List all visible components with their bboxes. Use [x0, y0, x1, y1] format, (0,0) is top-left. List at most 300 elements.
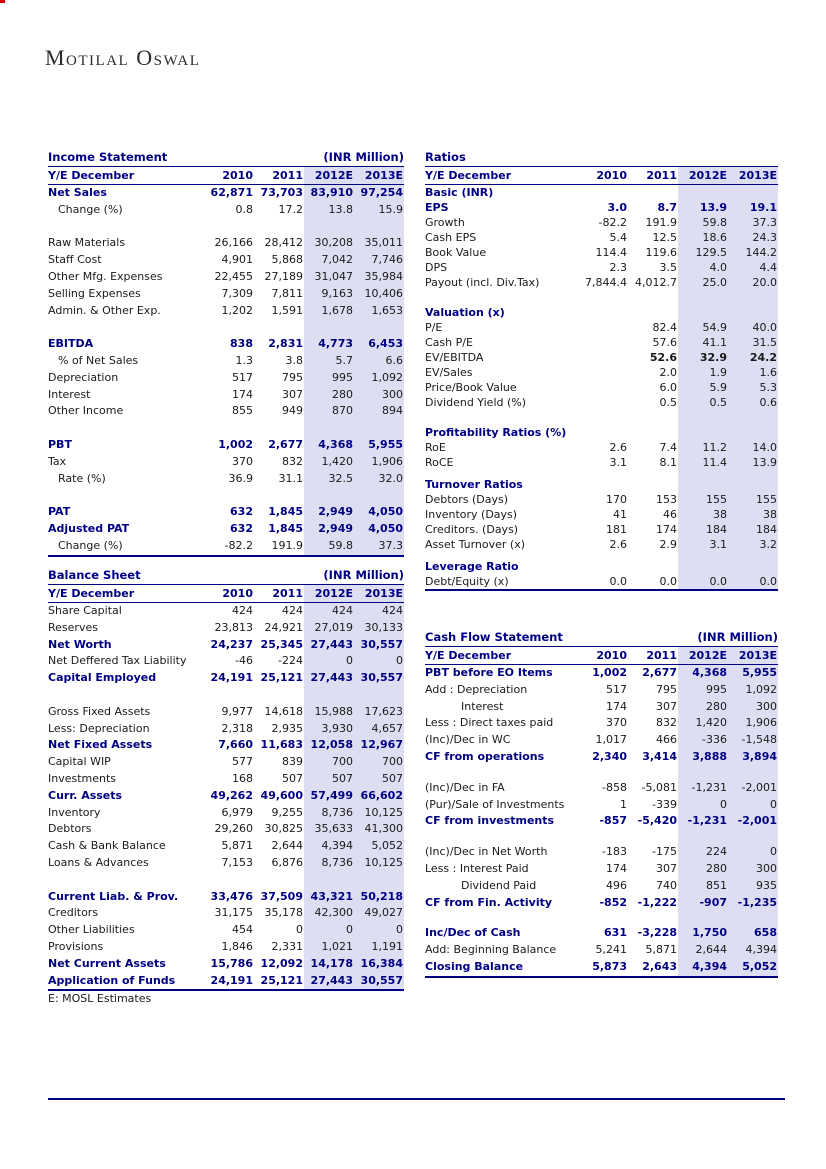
cell-value: 2,644 — [271, 839, 303, 853]
table-row — [425, 942, 778, 959]
column-header: 2011 — [646, 649, 677, 662]
table-row — [48, 336, 404, 353]
cell-value: 6,453 — [354, 336, 404, 353]
row-label: Net Worth — [48, 637, 112, 651]
cell-value: 6.0 — [659, 381, 677, 394]
cell-value — [254, 420, 304, 437]
cell-value: 870 — [304, 403, 354, 420]
spacer-row — [48, 420, 404, 437]
row-label: Net Sales — [48, 186, 107, 199]
cell-value: -336 — [678, 732, 728, 749]
cell-value — [678, 305, 728, 320]
cell-value — [628, 425, 678, 440]
cell-value — [578, 559, 628, 574]
row-label: Curr. Assets — [48, 788, 123, 802]
cell-value: 5,052 — [354, 838, 404, 855]
cell-value: 1,420 — [678, 715, 728, 732]
cell-value: 12.5 — [652, 231, 677, 244]
table-row — [425, 665, 778, 682]
cell-value: 700 — [354, 754, 404, 771]
cell-value: 82.4 — [652, 321, 677, 334]
cell-value: 4,050 — [354, 504, 404, 521]
row-label: Provisions — [48, 939, 104, 953]
cell-value: 30,557 — [354, 670, 404, 687]
table-row — [425, 925, 778, 942]
row-label: RoE — [425, 441, 446, 454]
row-label: Rate (%) — [58, 471, 106, 485]
cell-value — [204, 872, 254, 889]
cell-value: 3.8 — [285, 353, 303, 367]
cell-value: 144.2 — [728, 245, 778, 260]
cell-value: 15,988 — [304, 704, 354, 721]
cell-value — [678, 766, 728, 780]
row-label: (Inc)/Dec in FA — [425, 780, 505, 794]
row-label: Interest — [48, 387, 91, 401]
column-header: 2011 — [646, 169, 677, 182]
row-label: PBT before EO Items — [425, 666, 553, 679]
cell-value — [578, 350, 628, 365]
cell-value: 59.8 — [304, 538, 354, 555]
row-label: Turnover Ratios — [425, 478, 523, 491]
income-statement-table — [48, 148, 404, 557]
cell-value: 507 — [282, 771, 303, 785]
cell-value: 50,218 — [354, 889, 404, 906]
cell-value — [678, 559, 728, 574]
cell-value: -3,228 — [637, 926, 677, 940]
cell-value: 9,163 — [304, 286, 354, 303]
table-title: Balance Sheet — [48, 568, 141, 582]
cell-value — [254, 219, 304, 236]
cell-value: 27,189 — [264, 269, 303, 283]
cell-value: 49,027 — [354, 905, 404, 922]
cell-value: 2,949 — [304, 521, 354, 538]
row-label: Cash EPS — [425, 231, 477, 244]
cell-value: 66,602 — [354, 788, 404, 805]
cell-value: 4,394 — [728, 942, 778, 959]
cell-value — [578, 185, 628, 200]
row-label: PBT — [48, 437, 72, 451]
row-label — [48, 872, 204, 889]
table-row — [48, 855, 404, 872]
cell-value: 3,888 — [678, 749, 728, 766]
cell-value: 184 — [728, 522, 778, 537]
cell-value: -1,235 — [728, 895, 778, 912]
cell-value — [628, 911, 678, 925]
footer-divider — [48, 1098, 785, 1100]
cell-value — [578, 305, 628, 320]
row-label: Less : Interest Paid — [425, 861, 529, 875]
cell-value: 1,420 — [304, 454, 354, 471]
cell-value: 174 — [606, 699, 627, 713]
row-label: Raw Materials — [48, 236, 126, 250]
cell-value: 38 — [728, 507, 778, 522]
cell-value — [578, 290, 628, 305]
row-label: EBITDA — [48, 337, 94, 351]
table-row — [425, 780, 778, 797]
spacer-row — [425, 410, 778, 425]
row-label: Inc/Dec of Cash — [425, 926, 521, 940]
row-label: Capital WIP — [48, 755, 111, 769]
row-label: (Pur)/Sale of Investments — [425, 797, 565, 811]
table-title-row — [425, 148, 778, 167]
year-header-label: Y/E December — [48, 587, 135, 600]
cell-value: 36.9 — [228, 471, 253, 485]
column-header: 2013E — [354, 167, 404, 184]
cell-value: 3,894 — [728, 749, 778, 766]
cell-value: 3.1 — [678, 537, 728, 552]
table-row — [425, 574, 778, 589]
cell-value: 4,368 — [678, 665, 728, 682]
cell-value: 22,455 — [214, 269, 253, 283]
cell-value: -175 — [652, 845, 677, 859]
cell-value: 5,241 — [595, 943, 627, 957]
cell-value: 174 — [656, 523, 677, 536]
cell-value: 83,910 — [304, 185, 354, 202]
table-header-row — [425, 647, 778, 665]
year-header-label: Y/E December — [48, 169, 135, 182]
column-header: 2012E — [304, 167, 354, 184]
cell-value: 0.6 — [728, 395, 778, 410]
table-row — [48, 670, 404, 687]
cell-value: 2,949 — [304, 504, 354, 521]
spacer-row — [425, 470, 778, 477]
cell-value: 2,331 — [271, 939, 303, 953]
cell-value: 8,736 — [304, 805, 354, 822]
cell-value — [354, 872, 404, 889]
cell-value: 7,844.4 — [585, 276, 627, 289]
cell-value: 280 — [304, 387, 354, 404]
brand-logo: Motilal Oswal — [45, 45, 201, 70]
row-label — [48, 319, 204, 336]
table-unit: (INR Million) — [697, 630, 778, 644]
row-label: Staff Cost — [48, 253, 102, 267]
cell-value: 5.4 — [609, 231, 627, 244]
table-row — [48, 538, 404, 555]
cell-value: 507 — [354, 771, 404, 788]
column-header: 2011 — [272, 587, 303, 600]
cell-value: 3.0 — [607, 201, 627, 214]
cell-value: 33,476 — [210, 889, 253, 903]
cell-value: 5,871 — [221, 839, 253, 853]
cell-value: -2,001 — [728, 813, 778, 830]
table-row — [425, 230, 778, 245]
row-label: Less: Depreciation — [48, 721, 150, 735]
cell-value: 41.1 — [678, 335, 728, 350]
row-label — [48, 420, 204, 437]
cell-value: 0 — [728, 844, 778, 861]
cell-value — [254, 487, 304, 504]
table-row — [48, 387, 404, 404]
red-corner-mark — [0, 0, 5, 3]
row-label: Growth — [425, 216, 465, 229]
cell-value: 1,092 — [354, 370, 404, 387]
cell-value — [678, 290, 728, 305]
row-label: Selling Expenses — [48, 286, 141, 300]
cell-value: 424 — [282, 604, 303, 617]
row-label: Debtors — [48, 822, 92, 836]
cell-value — [254, 872, 304, 889]
table-row — [425, 715, 778, 732]
row-label: Cash P/E — [425, 336, 473, 349]
row-label: Creditors. (Days) — [425, 523, 519, 536]
cell-value: 838 — [230, 337, 253, 351]
cell-value — [354, 487, 404, 504]
cell-value: 935 — [728, 878, 778, 895]
cell-value: 1,591 — [271, 303, 303, 317]
table-row — [425, 350, 778, 365]
table-title-row — [48, 566, 404, 585]
cell-value: 4,657 — [354, 721, 404, 738]
cell-value — [304, 319, 354, 336]
cell-value: 26,166 — [214, 236, 253, 250]
cell-value: 170 — [606, 493, 627, 506]
cell-value: -46 — [235, 654, 253, 668]
cell-value: 7,660 — [218, 738, 253, 752]
cell-value — [204, 687, 254, 704]
cell-value: 3,414 — [642, 749, 677, 763]
row-label: % of Net Sales — [58, 353, 139, 367]
table-row — [425, 440, 778, 455]
cell-value: 1,678 — [304, 303, 354, 320]
table-row — [48, 403, 404, 420]
table-row — [48, 704, 404, 721]
cell-value — [628, 830, 678, 844]
cell-value: 174 — [232, 387, 253, 401]
table-row — [48, 370, 404, 387]
cell-value — [728, 425, 778, 440]
cell-value: -1,231 — [678, 813, 728, 830]
row-label: RoCE — [425, 456, 454, 469]
row-label: Asset Turnover (x) — [425, 538, 526, 551]
cell-value: 454 — [232, 923, 253, 937]
table-row — [48, 269, 404, 286]
cell-value: 38 — [678, 507, 728, 522]
cell-value: -2,001 — [728, 780, 778, 797]
cell-value: 0 — [678, 797, 728, 814]
cell-value: -5,081 — [641, 780, 677, 794]
table-row — [425, 682, 778, 699]
cell-value: 32.9 — [678, 350, 728, 365]
cell-value: 2.6 — [609, 538, 627, 551]
cell-value: 1,845 — [268, 521, 303, 535]
row-label: Cash & Bank Balance — [48, 839, 166, 853]
table-row — [425, 522, 778, 537]
table-title-row — [48, 148, 404, 167]
cell-value: 7,746 — [354, 252, 404, 269]
cell-value: -1,231 — [678, 780, 728, 797]
cell-value: 8.1 — [659, 456, 677, 469]
table-row — [48, 252, 404, 269]
cell-value: 13.8 — [304, 202, 354, 219]
cell-value: 57.6 — [652, 336, 677, 349]
cell-value: 300 — [728, 699, 778, 716]
cell-value: 35,178 — [264, 906, 303, 920]
cell-value: 11.4 — [678, 455, 728, 470]
cell-value: 8,736 — [304, 855, 354, 872]
cell-value: 0.5 — [659, 396, 677, 409]
cell-value: 28,412 — [264, 236, 303, 250]
cell-value: 1,092 — [728, 682, 778, 699]
cell-value: 24,921 — [264, 620, 303, 634]
cell-value: 6,876 — [271, 855, 303, 869]
cell-value: 995 — [678, 682, 728, 699]
table-row — [48, 771, 404, 788]
table-row — [425, 260, 778, 275]
cell-value: 1,845 — [268, 505, 303, 519]
cell-value: -1,222 — [637, 895, 677, 909]
cell-value: 25,345 — [260, 637, 303, 651]
cell-value: 18.6 — [678, 230, 728, 245]
column-header: 2013E — [728, 167, 778, 184]
cell-value: 11.2 — [678, 440, 728, 455]
cell-value — [304, 687, 354, 704]
cell-value: 114.4 — [595, 246, 627, 259]
cell-value: 280 — [678, 699, 728, 716]
cell-value: 10,406 — [354, 286, 404, 303]
cell-value: 10,125 — [354, 805, 404, 822]
row-label — [425, 410, 578, 425]
table-row — [48, 788, 404, 805]
cell-value: 300 — [728, 861, 778, 878]
table-row — [425, 245, 778, 260]
cell-value: 1.3 — [235, 353, 253, 367]
cell-value: 855 — [232, 404, 253, 418]
cell-value — [628, 552, 678, 559]
cell-value: -82.2 — [598, 216, 627, 229]
cell-value: 4,901 — [221, 253, 253, 267]
column-header: 2010 — [596, 169, 627, 182]
cell-value: 5,955 — [354, 437, 404, 454]
row-label: Price/Book Value — [425, 381, 517, 394]
cell-value: 12,967 — [354, 737, 404, 754]
table-row — [48, 922, 404, 939]
cell-value: 517 — [232, 370, 253, 384]
row-label: Profitability Ratios (%) — [425, 426, 567, 439]
cell-value: 40.0 — [728, 320, 778, 335]
table-row — [48, 504, 404, 521]
row-label — [425, 552, 578, 559]
cell-value: 31,047 — [304, 269, 354, 286]
table-unit: (INR Million) — [323, 568, 404, 582]
table-row — [48, 353, 404, 370]
cell-value: 181 — [606, 523, 627, 536]
cell-value: 10,125 — [354, 855, 404, 872]
cell-value: 1.6 — [728, 365, 778, 380]
cell-value: 5,052 — [728, 959, 778, 976]
row-label: Gross Fixed Assets — [48, 704, 151, 718]
cell-value — [728, 410, 778, 425]
cell-value — [728, 470, 778, 477]
cell-value: 1 — [620, 797, 627, 811]
table-row — [48, 620, 404, 637]
cell-value: 4,394 — [304, 838, 354, 855]
cell-value: 15.9 — [354, 202, 404, 219]
cell-value: 7,153 — [221, 855, 253, 869]
cell-value: 370 — [232, 454, 253, 468]
cell-value: 14,178 — [304, 956, 354, 973]
cell-value: 5,871 — [645, 943, 677, 957]
table-row — [425, 797, 778, 814]
cell-value: 29,260 — [214, 822, 253, 836]
cell-value: 191.9 — [645, 216, 677, 229]
table-row — [425, 320, 778, 335]
row-label: Debtors (Days) — [425, 493, 509, 506]
row-label: Inventory (Days) — [425, 508, 518, 521]
cell-value: 25,121 — [260, 973, 303, 987]
cell-value: 851 — [678, 878, 728, 895]
cell-value: 5.7 — [304, 353, 354, 370]
table-row — [425, 492, 778, 507]
cell-value: 31.5 — [728, 335, 778, 350]
table-row — [425, 507, 778, 522]
cell-value: 27,443 — [304, 637, 354, 654]
cell-value — [628, 305, 678, 320]
cell-value: -1,548 — [728, 732, 778, 749]
cell-value: 191.9 — [271, 538, 303, 552]
cell-value: 7,811 — [271, 286, 303, 300]
cell-value: 3,930 — [304, 721, 354, 738]
cell-value: 2,644 — [678, 942, 728, 959]
cell-value — [254, 319, 304, 336]
cell-value — [628, 185, 678, 200]
row-label: Share Capital — [48, 604, 122, 617]
table-title: Income Statement — [48, 150, 168, 164]
cell-value: 37,509 — [260, 889, 303, 903]
table-row — [425, 477, 778, 492]
row-label: DPS — [425, 261, 448, 274]
table-title: Ratios — [425, 150, 466, 164]
cell-value: 1,750 — [678, 925, 728, 942]
cell-value: 31,175 — [214, 906, 253, 920]
table-row — [48, 653, 404, 670]
cell-value — [204, 487, 254, 504]
cell-value — [204, 319, 254, 336]
cell-value: 224 — [678, 844, 728, 861]
cell-value — [728, 290, 778, 305]
row-label: Basic (INR) — [425, 186, 494, 199]
cell-value — [578, 766, 628, 780]
cell-value: 1,017 — [595, 733, 627, 747]
cell-value: 424 — [354, 603, 404, 620]
cell-value: 3.5 — [659, 261, 677, 274]
cell-value — [628, 410, 678, 425]
cell-value — [728, 185, 778, 200]
spacer-row — [425, 766, 778, 780]
table-row — [48, 821, 404, 838]
cell-value: 17.2 — [278, 202, 303, 216]
row-label: Other Income — [48, 404, 124, 418]
row-label: Creditors — [48, 906, 99, 920]
cell-value: 6.6 — [354, 353, 404, 370]
cell-value: 507 — [304, 771, 354, 788]
table-row — [48, 286, 404, 303]
table-row — [425, 895, 778, 912]
table-row — [425, 959, 778, 976]
table-row — [48, 956, 404, 973]
cell-value: 41 — [613, 508, 627, 521]
cell-value — [304, 487, 354, 504]
table-row — [48, 905, 404, 922]
table-row — [48, 303, 404, 320]
row-label: Less : Direct taxes paid — [425, 716, 554, 730]
cell-value: 20.0 — [728, 275, 778, 290]
cell-value: 153 — [656, 493, 677, 506]
cell-value: 27,019 — [304, 620, 354, 637]
cell-value: 1,021 — [304, 939, 354, 956]
cell-value: 46 — [663, 508, 677, 521]
table-row — [48, 721, 404, 738]
year-header-label: Y/E December — [425, 649, 512, 662]
